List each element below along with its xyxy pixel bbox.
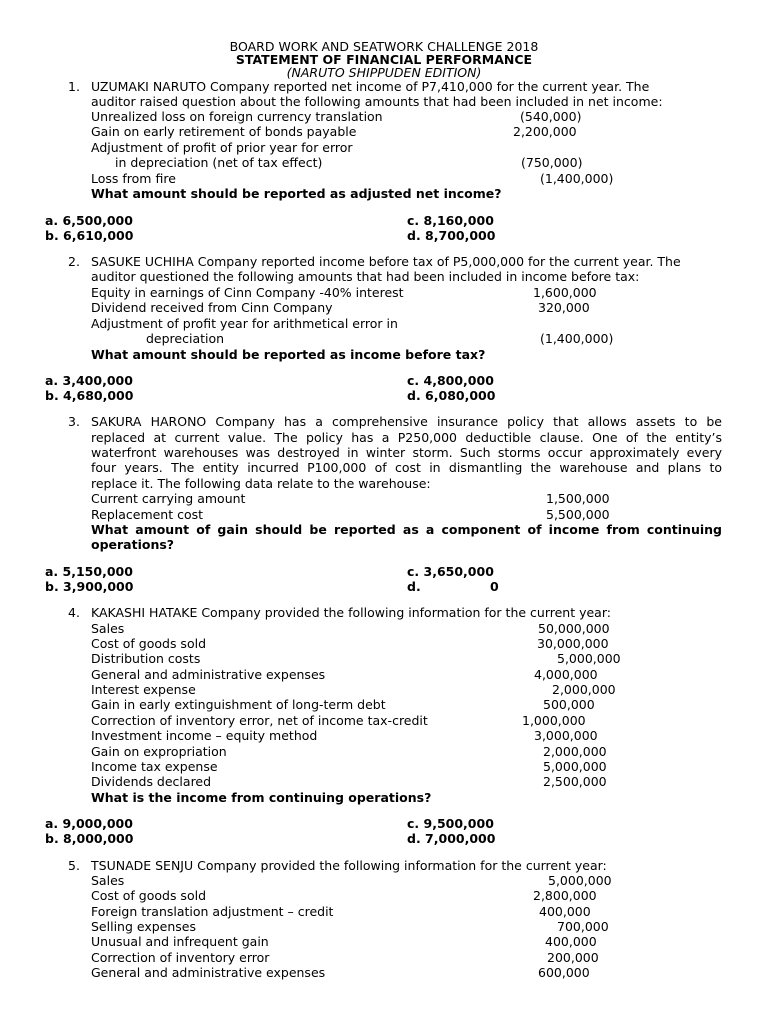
q1-choice-d: d. 8,700,000: [407, 228, 496, 243]
q1-item-label: Gain on early retirement of bonds payable: [91, 124, 357, 139]
q5-item-label: Cost of goods sold: [91, 888, 207, 903]
q1-item-label: in depreciation (net of tax effect): [115, 155, 323, 170]
q3-choice-d: d.: [407, 579, 421, 594]
q3-paragraph-line: waterfront warehouses was destroyed in winter storm. Such storms occur approximately every: [91, 445, 722, 460]
q5-intro: TSUNADE SENJU Company provided the following information for the current year:: [91, 858, 607, 873]
q4-item-amount: 5,000,000: [557, 651, 621, 666]
q4-choice-d: d. 7,000,000: [407, 831, 496, 846]
q5-item-label: Selling expenses: [91, 919, 197, 934]
q1-item-label: Adjustment of profit of prior year for error: [91, 140, 353, 155]
q5-item-label: Foreign translation adjustment – credit: [91, 904, 334, 919]
q1-choice-b: b. 6,610,000: [45, 228, 134, 243]
q4-choice-b: b. 8,000,000: [45, 831, 134, 846]
q4-item-label: Sales: [91, 621, 125, 636]
q3-paragraph-line: four years. The entity incurred P100,000 of cost in dismantling the warehouse and plans to: [91, 460, 722, 475]
q2-intro-line2: auditor questioned the following amounts that had been included in income before tax:: [91, 269, 640, 284]
doc-header-edition: (NARUTO SHIPPUDEN EDITION): [286, 65, 482, 80]
q3-question-line2: operations?: [91, 537, 175, 552]
q5-item-amount: 700,000: [557, 919, 609, 934]
q4-item-label: Gain in early extinguishment of long-term debt: [91, 697, 386, 712]
q3-paragraph-line: SAKURA HARONO Company has a comprehensive insurance policy that allows assets to be: [91, 414, 722, 429]
q2-item-label: Equity in earnings of Cinn Company -40% interest: [91, 285, 404, 300]
q1-intro-line1: UZUMAKI NARUTO Company reported net income of P7,410,000 for the current year. The: [91, 79, 650, 94]
q5-item-amount: 600,000: [538, 965, 590, 980]
q1-item-label: Loss from fire: [91, 171, 176, 186]
q2-choice-b: b. 4,680,000: [45, 388, 134, 403]
q5-item-label: Correction of inventory error: [91, 950, 270, 965]
q2-item-label: Dividend received from Cinn Company: [91, 300, 333, 315]
q3-number: 3.: [68, 414, 80, 429]
q2-choice-a: a. 3,400,000: [45, 373, 133, 388]
q4-item-amount: 2,500,000: [543, 774, 607, 789]
q5-item-amount: 2,800,000: [533, 888, 597, 903]
q4-item-label: Correction of inventory error, net of income tax-credit: [91, 713, 428, 728]
q4-item-amount: 50,000,000: [538, 621, 610, 636]
q4-item-amount: 2,000,000: [543, 744, 607, 759]
q1-item-amount: (540,000): [520, 109, 582, 124]
q1-item-label: Unrealized loss on foreign currency translation: [91, 109, 383, 124]
q5-item-label: Unusual and infrequent gain: [91, 934, 269, 949]
q3-item-label: Replacement cost: [91, 507, 204, 522]
q2-item-label: Adjustment of profit year for arithmetical error in: [91, 316, 398, 331]
q4-item-label: Gain on expropriation: [91, 744, 227, 759]
q2-number: 2.: [68, 254, 80, 269]
q4-intro: KAKASHI HATAKE Company provided the following information for the current year:: [91, 605, 611, 620]
q4-item-label: Distribution costs: [91, 651, 201, 666]
q5-item-amount: 200,000: [547, 950, 599, 965]
q5-item-label: General and administrative expenses: [91, 965, 326, 980]
q2-item-amount: 1,600,000: [533, 285, 597, 300]
q3-choice-d-value: 0: [490, 579, 499, 594]
q5-item-label: Sales: [91, 873, 125, 888]
q3-choice-c: c. 3,650,000: [407, 564, 494, 579]
q4-item-label: General and administrative expenses: [91, 667, 326, 682]
q5-number: 5.: [68, 858, 80, 873]
q3-item-amount: 5,500,000: [546, 507, 610, 522]
q4-item-label: Interest expense: [91, 682, 196, 697]
q1-number: 1.: [68, 79, 80, 94]
q2-choice-c: c. 4,800,000: [407, 373, 494, 388]
q2-item-label: depreciation: [146, 331, 225, 346]
q1-item-amount: (750,000): [521, 155, 583, 170]
q4-question: What is the income from continuing operations?: [91, 790, 432, 805]
q3-question-line1: What amount of gain should be reported as a component of income from continuing: [91, 522, 722, 537]
q4-choice-c: c. 9,500,000: [407, 816, 494, 831]
q1-item-amount: (1,400,000): [540, 171, 614, 186]
q3-item-label: Current carrying amount: [91, 491, 246, 506]
q4-item-label: Investment income – equity method: [91, 728, 318, 743]
q3-choice-b: b. 3,900,000: [45, 579, 134, 594]
q1-question: What amount should be reported as adjusted net income?: [91, 186, 502, 201]
q5-item-amount: 400,000: [545, 934, 597, 949]
q5-item-amount: 5,000,000: [548, 873, 612, 888]
q4-item-amount: 3,000,000: [534, 728, 598, 743]
q1-choice-a: a. 6,500,000: [45, 213, 133, 228]
q4-item-amount: 1,000,000: [522, 713, 586, 728]
q4-item-label: Cost of goods sold: [91, 636, 207, 651]
q4-item-amount: 5,000,000: [543, 759, 607, 774]
q3-item-amount: 1,500,000: [546, 491, 610, 506]
q4-item-label: Dividends declared: [91, 774, 212, 789]
q1-choice-c: c. 8,160,000: [407, 213, 494, 228]
q2-item-amount: (1,400,000): [540, 331, 614, 346]
q1-item-amount: 2,200,000: [513, 124, 577, 139]
q4-choice-a: a. 9,000,000: [45, 816, 133, 831]
q4-item-amount: 30,000,000: [537, 636, 609, 651]
q3-choice-a: a. 5,150,000: [45, 564, 133, 579]
doc-header-subtitle: STATEMENT OF FINANCIAL PERFORMANCE: [235, 52, 533, 67]
q4-number: 4.: [68, 605, 80, 620]
q3-paragraph-line: replaced at current value. The policy has a P250,000 deductible clause. One of the entity’s: [91, 430, 722, 445]
q2-item-amount: 320,000: [538, 300, 590, 315]
q4-item-label: Income tax expense: [91, 759, 218, 774]
q5-item-amount: 400,000: [539, 904, 591, 919]
q2-choice-d: d. 6,080,000: [407, 388, 496, 403]
q3-paragraph-line: replace it. The following data relate to the warehouse:: [91, 476, 431, 491]
q4-item-amount: 500,000: [543, 697, 595, 712]
q2-intro-line1: SASUKE UCHIHA Company reported income before tax of P5,000,000 for the current year. The: [91, 254, 681, 269]
doc-header-title: BOARD WORK AND SEATWORK CHALLENGE 2018: [229, 39, 539, 54]
q2-question: What amount should be reported as income before tax?: [91, 347, 486, 362]
q4-item-amount: 2,000,000: [552, 682, 616, 697]
q4-item-amount: 4,000,000: [534, 667, 598, 682]
q1-intro-line2: auditor raised question about the following amounts that had been included in net income:: [91, 94, 663, 109]
